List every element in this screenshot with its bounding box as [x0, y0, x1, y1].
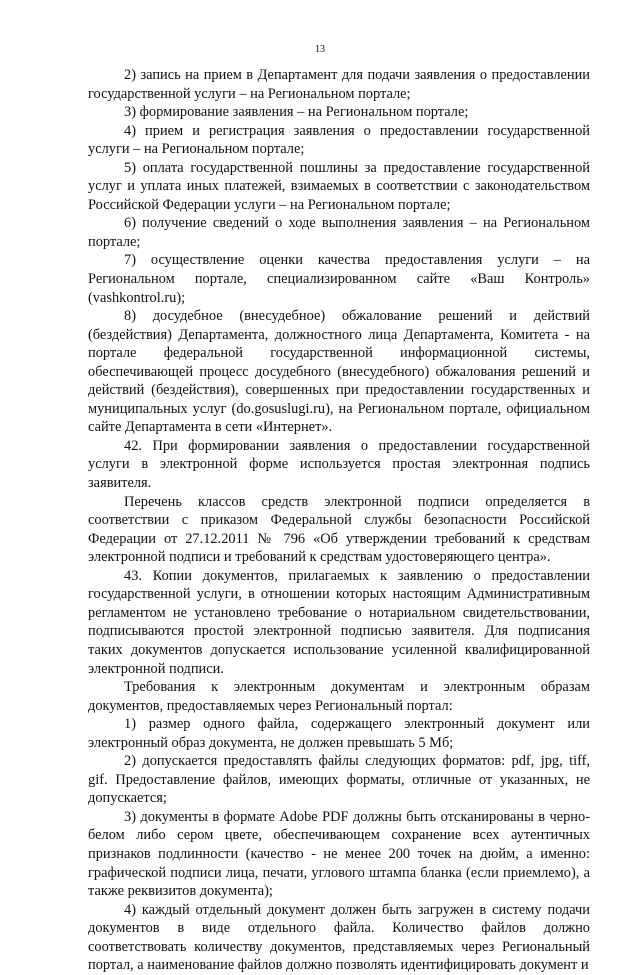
paragraph-requirement-1: 1) размер одного файла, содержащего электронный документ или электронный образ документа, не должен превышать 5 Мб;: [88, 716, 590, 751]
paragraph-item-2: 2) запись на прием в Департамент для подачи заявления о предоставлении государственной услуги – на Региональном портале;: [88, 67, 590, 102]
paragraph-item-3: 3) формирование заявления – на Региональном портале;: [124, 104, 469, 121]
paragraph-requirements-intro: Требования к электронным документам и электронным образам документов, предоставляемых через Региональный портал:: [88, 679, 590, 714]
document-body: [88, 66, 590, 975]
paragraph-clause-43: 43. Копии документов, прилагаемых к заявлению о предоставлении государственной услуги, в отношении которых настоящим Административным регламентом не установлено требование о нотариальном свидетельствовании, подписываются простой электронной подписью заявителя. Для подписания таких документов допускается использование усиленной квалифицированной электронной подписи.: [88, 567, 590, 677]
paragraph-requirement-4: 4) каждый отдельный документ должен быть загружен в систему подачи документов в виде отдельного файла. Количество файлов должно соответствовать количеству документов, представляемых через Региональный портал, а наименование файлов должно позволять идентифицировать документ и: [88, 901, 590, 974]
paragraph-item-8: 8) досудебное (внесудебное) обжалование решений и действий (бездействия) Департамента, должностного лица Департамента, Комитета - на портале федеральной государственной информационной системы, обеспечивающей процесс досудебного (внесудебного) обжалования решений и действий (бездействия), совершенных при предоставлении государственных и муниципальных услуг (do.gosuslugi.ru), на Региональном портале, официальном сайте Департамента в сети «Интернет».: [88, 308, 590, 436]
paragraph-requirement-2: 2) допускается предоставлять файлы следующих форматов: pdf, jpg, tiff, gif. Предоставление файлов, имеющих форматы, отличные от указанных, не допускается;: [88, 753, 590, 807]
page-number: 13: [315, 44, 325, 55]
paragraph-signature-classes: Перечень классов средств электронной подписи определяется в соответствии с приказом Федеральной службы безопасности Российской Федерации от 27.12.2011 № 796 «Об утверждении требований к средствам электронной подписи и требований к средствам удостоверяющего центра».: [88, 493, 590, 566]
paragraph-clause-42: 42. При формировании заявления о предоставлении государственной услуги в электронной форме используется простая электронная подпись заявителя.: [88, 437, 590, 492]
paragraph-requirement-3: 3) документы в формате Adobe PDF должны быть отсканированы в черно-белом либо сером цвете, обеспечивающем сохранение всех аутентичных признаков подлинности (качество - не менее 200 точек на дюйм, а именно: графической подписи лица, печати, углового штампа бланка (если приемлемо), а также реквизитов документа);: [88, 808, 590, 900]
paragraph-item-7: 7) осуществление оценки качества предоставления услуги – на Региональном портале, специализированном сайте «Ваш Контроль» (vashkontrol.ru);: [88, 252, 590, 306]
paragraph-item-4: 4) прием и регистрация заявления о предоставлении государственной услуги – на Региональном портале;: [88, 122, 590, 158]
paragraph-item-6: 6) получение сведений о ходе выполнения заявления – на Региональном портале;: [88, 215, 590, 250]
paragraph-item-5: 5) оплата государственной пошлины за предоставление государственной услуг и уплата иных платежей, взимаемых в соответствии с законодательством Российской Федерации услуги – на Региональном портале;: [88, 159, 590, 213]
